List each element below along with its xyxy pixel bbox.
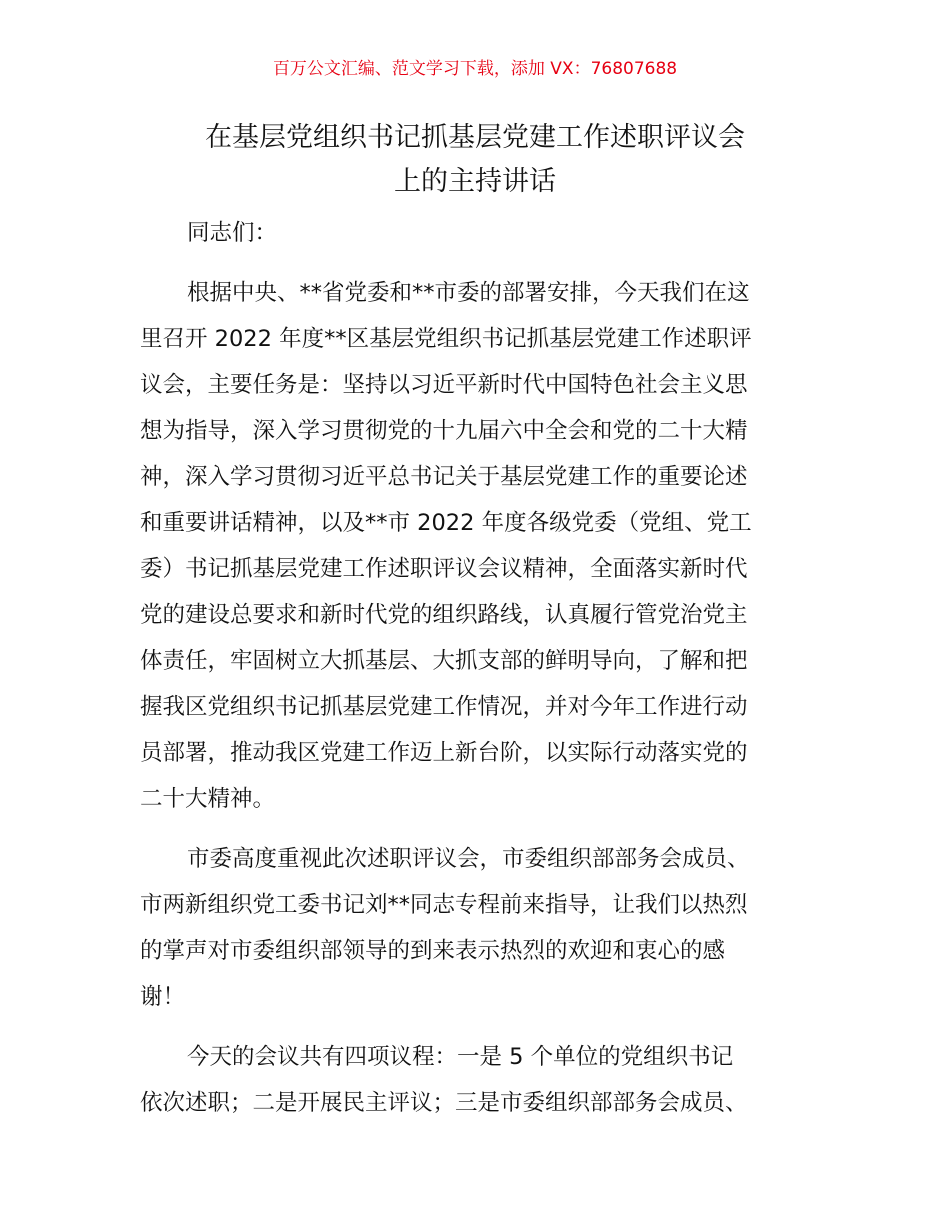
paragraph-line: 议会，主要任务是：坚持以习近平新时代中国特色社会主义思 xyxy=(140,372,748,398)
paragraph-line: 神，深入学习贯彻习近平总书记关于基层党建工作的重要论述 xyxy=(140,464,748,490)
header-watermark-note: 百万公文汇编、范文学习下载，添加 VX：76807688 xyxy=(272,59,678,79)
paragraph-line: 市委高度重视此次述职评议会，市委组织部部务会成员、 xyxy=(187,846,750,872)
document-body xyxy=(140,210,820,1126)
salutation: 同志们： xyxy=(187,220,278,246)
paragraph-spacer xyxy=(140,822,820,836)
paragraph-line: 二十大精神。 xyxy=(140,786,276,812)
paragraph-line: 里召开 2022 年度**区基层党组织书记抓基层党建工作述职评 xyxy=(140,326,752,352)
paragraph-2 xyxy=(140,836,820,1020)
paragraph-spacer xyxy=(140,256,820,270)
paragraph-line: 的掌声对市委组织部领导的到来表示热烈的欢迎和衷心的感 xyxy=(140,938,726,964)
paragraph-line: 想为指导，深入学习贯彻党的十九届六中全会和党的二十大精 xyxy=(140,418,748,444)
paragraph-line: 依次述职；二是开展民主评议；三是市委组织部部务会成员、 xyxy=(140,1090,748,1116)
title-line-1: 在基层党组织书记抓基层党建工作述职评议会 xyxy=(205,122,745,153)
paragraph-line: 根据中央、**省党委和**市委的部署安排，今天我们在这 xyxy=(187,280,750,306)
paragraph-3 xyxy=(140,1034,820,1126)
paragraph-line: 员部署，推动我区党建工作迈上新台阶，以实际行动落实党的 xyxy=(140,740,748,766)
paragraph-line: 市两新组织党工委书记刘**同志专程前来指导，让我们以热烈 xyxy=(140,892,748,918)
paragraph-line: 握我区党组织书记抓基层党建工作情况，并对今年工作进行动 xyxy=(140,694,748,720)
paragraph-line: 委）书记抓基层党建工作述职评议会议精神，全面落实新时代 xyxy=(140,556,748,582)
paragraph-line: 今天的会议共有四项议程：一是 5 个单位的党组织书记 xyxy=(187,1044,734,1070)
paragraph-line: 和重要讲话精神，以及**市 2022 年度各级党委（党组、党工 xyxy=(140,510,752,536)
paragraph-line: 体责任，牢固树立大抓基层、大抓支部的鲜明导向，了解和把 xyxy=(140,648,748,674)
paragraph-1 xyxy=(140,270,820,822)
paragraph-line: 谢！ xyxy=(140,984,186,1010)
title-line-2: 上的主持讲话 xyxy=(394,166,556,197)
paragraph-spacer xyxy=(140,1020,820,1034)
paragraph-line: 党的建设总要求和新时代党的组织路线，认真履行管党治党主 xyxy=(140,602,748,628)
document-title xyxy=(0,116,950,204)
